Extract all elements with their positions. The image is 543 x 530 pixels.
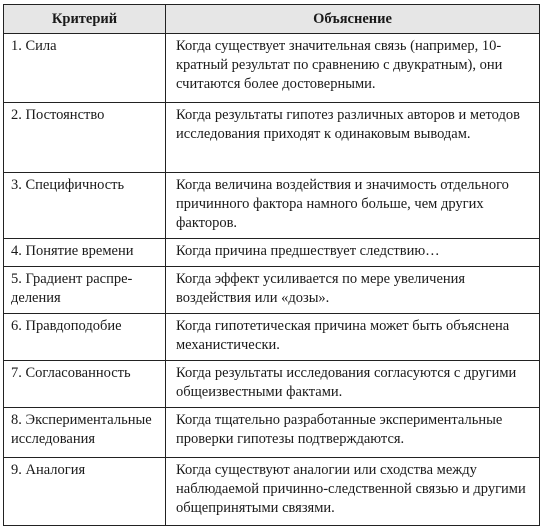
explanation-cell: Когда результаты исследования согласуются с другими общеизвестными фактами. <box>166 361 540 408</box>
criterion-cell: 5. Градиент распределения <box>4 267 166 314</box>
table-header <box>4 5 540 34</box>
criterion-cell: 7. Согласованность <box>4 361 166 408</box>
table-row <box>4 267 540 314</box>
explanation-cell: Когда существуют аналогии или сходства между наблюдаемой причинно-следственной связью и другими общепринятыми связями. <box>166 458 540 526</box>
explanation-cell: Когда тщательно разработанные экспериментальные проверки гипотезы подтверждаются. <box>166 408 540 458</box>
explanation-cell: Когда эффект усиливается по мере увеличения воздействия или «дозы». <box>166 267 540 314</box>
explanation-cell: Когда результаты гипотез различных авторов и методов исследования приходят к одинаковым выводам. <box>166 103 540 173</box>
criteria-table <box>3 4 540 526</box>
explanation-cell: Когда причина предшествует следствию… <box>166 239 540 267</box>
table-row <box>4 103 540 173</box>
explanation-cell: Когда существует значительная связь (например, 10-кратный результат по сравнению с двукратным), они считаются более достоверными. <box>166 34 540 103</box>
criterion-cell: 1. Сила <box>4 34 166 103</box>
header-row <box>4 5 540 34</box>
table-row <box>4 173 540 239</box>
table-row <box>4 408 540 458</box>
criterion-cell: 6. Правдоподобие <box>4 314 166 361</box>
table-row <box>4 314 540 361</box>
criterion-cell: 4. Понятие времени <box>4 239 166 267</box>
explanation-cell: Когда гипотетическая причина может быть объяснена механистически. <box>166 314 540 361</box>
criterion-cell: 9. Аналогия <box>4 458 166 526</box>
table-row <box>4 239 540 267</box>
table-body <box>4 34 540 526</box>
explanation-cell: Когда величина воздействия и значимость отдельного причинного фактора намного больше, чем других факторов. <box>166 173 540 239</box>
table-row <box>4 458 540 526</box>
criterion-cell: 2. Постоянство <box>4 103 166 173</box>
header-explanation: Объяснение <box>166 5 540 34</box>
header-criterion: Критерий <box>4 5 166 34</box>
criterion-cell: 3. Специфичность <box>4 173 166 239</box>
criterion-cell: 8. Экспериментальные исследования <box>4 408 166 458</box>
table-row <box>4 361 540 408</box>
table-row <box>4 34 540 103</box>
